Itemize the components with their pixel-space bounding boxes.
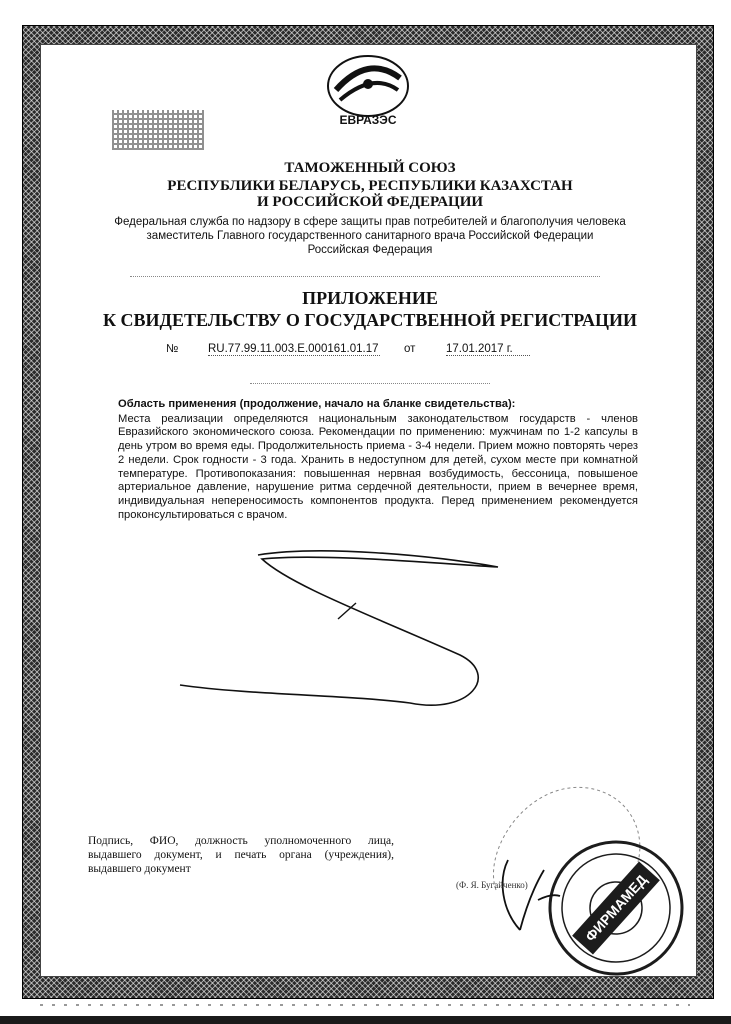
date-label: от (404, 343, 416, 355)
agency-line3: Российская Федерация (307, 244, 433, 256)
body-text: Места реализации определяются национальным законодательством государств - членов Евразийского экономического союза. Рекомендации по применению: мужчинам по 1-2 капсулы в день утром во время еды. Продолжительность приема - 3-4 недели. Прием можно повторять через 2 недели. Срок годности - 3 года. Хранить в недоступном для детей, сухом месте при комнатной температуре. Противопоказания: повышенная нервная возбудимость, бессоница, повышеное артериальное давление, нарушение ритма сердечной деятельности, прием в вечернее время, индивидуальная непереносимость компонентов продукта. Перед применением рекомендуется проконсультироваться с врачом. (118, 412, 638, 521)
evrazes-emblem-icon (318, 50, 418, 128)
doc-title: ПРИЛОЖЕНИЕ (302, 288, 438, 308)
signer-name: (Ф. Я. Бугайченко) (456, 880, 528, 890)
registration-number: RU.77.99.11.003.E.000161.01.17 (208, 343, 379, 355)
header-line3: И РОССИЙСКОЙ ФЕДЕРАЦИИ (256, 194, 484, 210)
z-signature-mark (170, 545, 510, 735)
agency-line2: заместитель Главного государственного санитарного врача Российской Федерации (146, 230, 594, 242)
agency-block (60, 215, 680, 257)
scan-noise (40, 1004, 690, 1006)
emblem-label: ЕВРАЗЭС (339, 113, 397, 127)
registration-date: 17.01.2017 г. (446, 343, 530, 356)
header-line1: ТАМОЖЕННЫЙ СОЮЗ (284, 160, 456, 176)
hologram-pattern (112, 110, 204, 150)
header-line2: РЕСПУБЛИКИ БЕЛАРУСЬ, РЕСПУБЛИКИ КАЗАХСТАН (167, 178, 573, 194)
official-seal (468, 770, 704, 980)
dotted-rule (130, 276, 600, 278)
area-heading: Область применения (продолжение, начало на бланке свидетельства): (118, 398, 516, 410)
dotted-rule-2 (250, 383, 490, 385)
seal-center-text: ФИРМАМЕД (581, 871, 651, 945)
agency-line1: Федеральная служба по надзору в сфере защиты прав потребителей и благополучия человека (114, 216, 626, 228)
body-block (118, 398, 638, 522)
seal-ring (523, 815, 704, 980)
number-label: № (166, 343, 179, 355)
scan-edge (0, 1016, 731, 1024)
signature-caption: Подпись, ФИО, должность уполномоченного лица, выдавшего документ, и печать органа (учреждения), выдавшего документ (88, 835, 394, 875)
doc-subtitle: К СВИДЕТЕЛЬСТВУ О ГОСУДАРСТВЕННОЙ РЕГИСТРАЦИИ (103, 310, 637, 330)
